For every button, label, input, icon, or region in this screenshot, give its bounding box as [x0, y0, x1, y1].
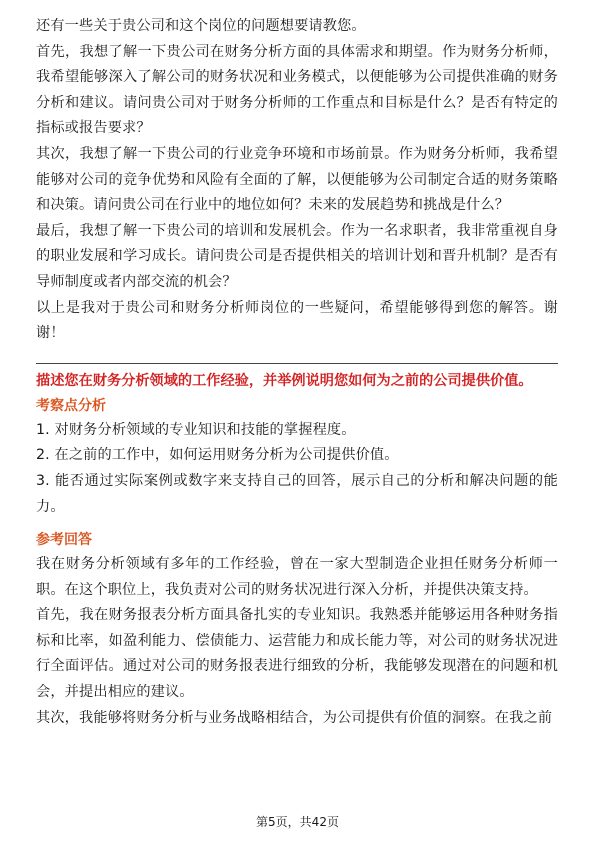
interview-question: 描述您在财务分析领域的工作经验，并举例说明您如何为之前的公司提供价值。 — [36, 372, 533, 389]
page-content — [36, 14, 558, 731]
answer-paragraph-1: 我在财务分析领域有多年的工作经验，曾在一家大型制造企业担任财务分析师一职。在这个职位上，我负责对公司的财务状况进行深入分析，并提供决策支持。 — [36, 556, 558, 598]
answer-paragraph-2: 首先，我在财务报表分析方面具备扎实的专业知识。我熟悉并能够运用各种财务指标和比率，如盈利能力、偿债能力、运营能力和成长能力等，对公司的财务状况进行全面评估。通过对公司的财务报表进行细致的分析，我能够发现潜在的问题和机会，并提出相应的建议。 — [36, 607, 558, 701]
analysis-item-3: 3. 能否通过实际案例或数字来支持自己的回答，展示自己的分析和解决问题的能力。 — [36, 472, 558, 515]
section-divider — [36, 363, 558, 364]
intro-paragraph-1: 还有一些关于贵公司和这个岗位的问题想要请教您。 — [36, 18, 366, 34]
analysis-heading: 考察点分析 — [36, 397, 106, 414]
answer-paragraph-3: 其次，我能够将财务分析与业务战略相结合，为公司提供有价值的洞察。在我之前 — [36, 709, 553, 726]
intro-paragraph-4: 最后，我想了解一下贵公司的培训和发展机会。作为一名求职者，我非常重视自身的职业发展和学习成长。请问贵公司是否提供相关的培训计划和晋升机制？是否有导师制度或者内部交流的机会？ — [36, 222, 558, 290]
analysis-item-1: 1. 对财务分析领域的专业知识和技能的掌握程度。 — [36, 421, 356, 438]
intro-paragraph-5: 以上是我对于贵公司和财务分析师岗位的一些疑问，希望能够得到您的解答。谢谢！ — [36, 299, 558, 342]
intro-paragraph-2: 首先，我想了解一下贵公司在财务分析方面的具体需求和期望。作为财务分析师，我希望能够深入了解公司的财务状况和业务模式，以便能够为公司提供准确的财务分析和建议。请问贵公司对于财务分析师的工作重点和目标是什么？是否有特定的指标或报告要求？ — [36, 43, 558, 137]
intro-paragraph-3: 其次，我想了解一下贵公司的行业竞争环境和市场前景。作为财务分析师，我希望能够对公司的竞争优势和风险有全面的了解，以便能够为公司制定合适的财务策略和决策。请问贵公司在行业中的地位如何？未来的发展趋势和挑战是什么？ — [36, 145, 558, 214]
answer-heading: 参考回答 — [36, 532, 92, 549]
analysis-item-2: 2. 在之前的工作中，如何运用财务分析为公司提供价值。 — [36, 447, 399, 464]
page-number-footer: 第5页，共42页 — [256, 815, 339, 829]
